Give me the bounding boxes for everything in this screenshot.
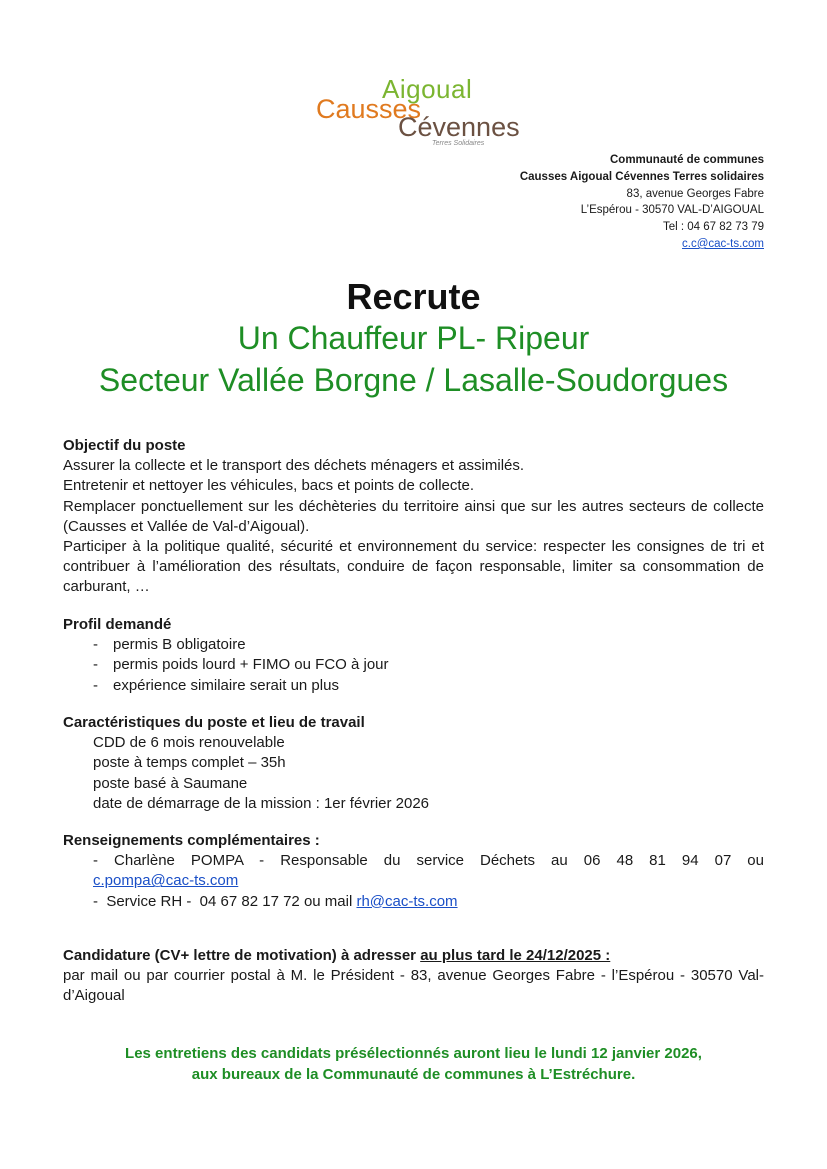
footer-notice (0, 1043, 827, 1085)
footer-line-2: aux bureaux de la Communauté de communes à L’Estréchure. (191, 1066, 636, 1083)
logo-cevennes: Cévennes (398, 112, 520, 142)
logo-aigoual: Aigoual (382, 74, 473, 104)
renseignements-section (63, 831, 764, 912)
candidature-text: par mail ou par courrier postal à M. le Président - 83, avenue Georges Fabre - l’Espérou - 30570 Val-d’Aigoual (63, 967, 764, 1005)
objectif-p3: Remplacer ponctuellement sur les déchèteries du territoire ainsi que sur les autres secteurs de collecte (Causses et Vallée de Val-d’Aigoual). (63, 497, 764, 535)
org-email-link[interactable]: c.c@cac-ts.com (682, 237, 764, 250)
profil-section (63, 615, 764, 696)
logo (316, 50, 520, 150)
org-line-2: Causses Aigoual Cévennes Terres solidaires (519, 170, 764, 183)
objectif-heading: Objectif du poste (63, 437, 186, 454)
city: L’Espérou - 30570 VAL-D’AIGOUAL (580, 204, 764, 217)
org-line-1: Communauté de communes (610, 154, 764, 166)
caracteristique-item: date de démarrage de la mission : 1er février 2026 (93, 794, 430, 812)
street: 83, avenue Georges Fabre (626, 187, 764, 200)
logo-tagline: Terres Solidaires (432, 140, 485, 147)
candidature-heading: Candidature (CV+ lettre de motivation) à adresser au plus tard le 24/12/2025 : (63, 947, 611, 964)
profil-item: - expérience similaire serait un plus (93, 676, 339, 694)
contact-1-email-link[interactable]: c.pompa@cac-ts.com (93, 872, 239, 890)
objectif-section (63, 436, 764, 598)
main-title: Recrute (346, 276, 481, 317)
profil-heading: Profil demandé (63, 616, 172, 633)
telephone: Tel : 04 67 82 73 79 (662, 221, 764, 234)
sector-title: Secteur Vallée Borgne / Lasalle-Soudorgues (98, 362, 729, 398)
profil-item: - permis poids lourd + FIMO ou FCO à jour (93, 656, 389, 674)
objectif-p4: Participer à la politique qualité, sécurité et environnement du service: respecter les consignes de tri et contribuer à l’amélioration des résultats, conduire de façon responsable, limiter sa consommation de carburant, … (63, 538, 764, 596)
address-block (520, 152, 764, 253)
contact-2: - Service RH - 04 67 82 17 72 ou mail rh@cac-ts.com (93, 892, 458, 910)
footer-line-1: Les entretiens des candidats présélectionnés auront lieu le lundi 12 janvier 2026, (125, 1045, 702, 1062)
caracteristique-item: poste basé à Saumane (93, 774, 248, 792)
caracteristique-item: CDD de 6 mois renouvelable (93, 734, 285, 752)
candidature-deadline: au plus tard le 24/12/2025 : (420, 947, 611, 964)
caracteristiques-section (63, 713, 764, 814)
renseignements-heading: Renseignements complémentaires : (63, 832, 320, 849)
candidature-section (63, 946, 764, 1007)
caracteristique-item: poste à temps complet – 35h (93, 754, 286, 772)
contact-1: - Charlène POMPA - Responsable du service Déchets au 06 48 81 94 07 ou (93, 852, 764, 870)
caracteristiques-heading: Caractéristiques du poste et lieu de travail (63, 714, 365, 731)
objectif-p2: Entretenir et nettoyer les véhicules, bacs et points de collecte. (63, 477, 475, 495)
rh-email-link[interactable]: rh@cac-ts.com (356, 892, 458, 910)
profil-item: - permis B obligatoire (93, 636, 246, 654)
logo-causses: Causses (316, 94, 422, 124)
objectif-p1: Assurer la collecte et le transport des déchets ménagers et assimilés. (63, 457, 525, 475)
job-title: Un Chauffeur PL- Ripeur (237, 320, 590, 356)
